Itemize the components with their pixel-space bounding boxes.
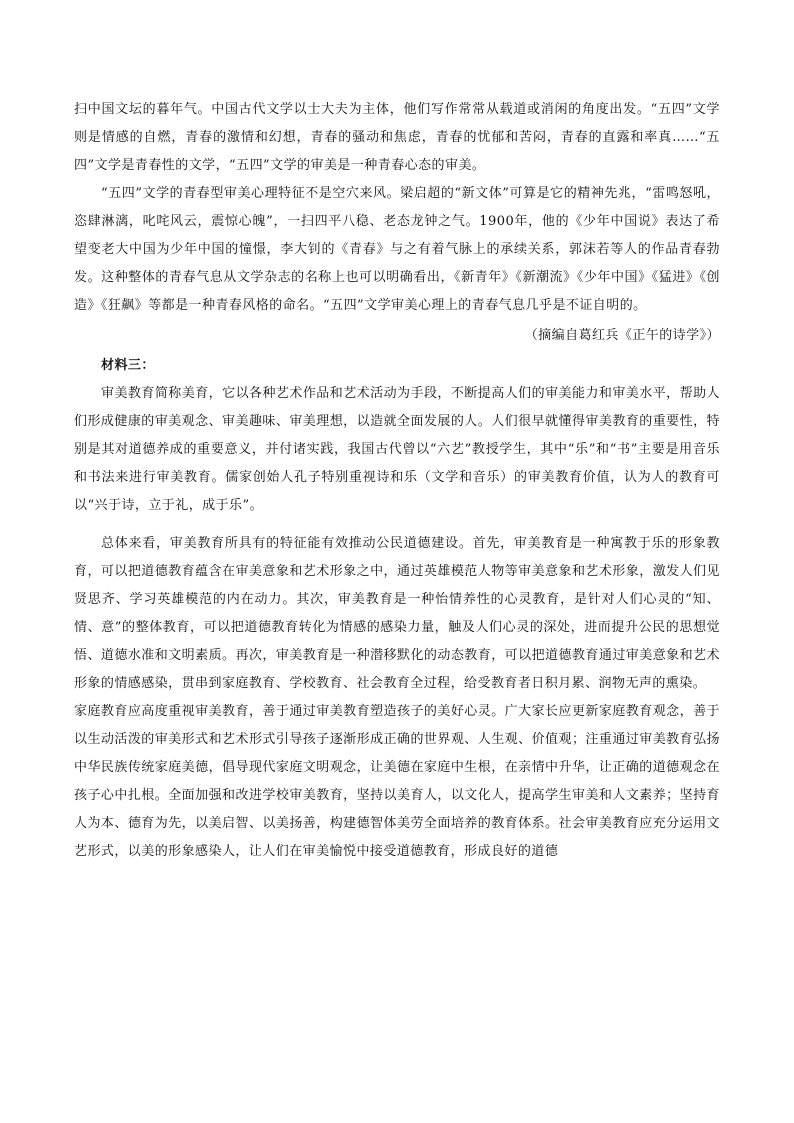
paragraph-family-school-society: 家庭教育应高度重视审美教育，善于通过审美教育塑造孩子的美好心灵。广大家长应更新家庭教育观念，善于以生动活泼的审美形式和艺术形式引导孩子逐渐形成正确的世界观、人生观、价值观；注重通过审美教育弘扬中华民族传统家庭美德，倡导现代家庭文明观念，让美德在家庭中生根，在亲情中升华，让正确的道德观念在孩子心中扎根。全面加强和改进学校审美教育，坚持以美育人，以文化人，提高学生审美和人文素养；坚持育人为本、德育为先，以美启智、以美扬善，构建德智体美劳全面培养的教育体系。社会审美教育应充分运用文艺形式，以美的形象感染人，让人们在审美愉悦中接受道德教育，形成良好的道德 <box>74 704 720 859</box>
source-citation: （摘编自葛红兵《正午的诗学》） <box>524 328 720 343</box>
paragraph-aesthetic-education-features: 总体来看，审美教育所具有的特征能有效推动公民道德建设。首先，审美教育是一种寓教于乐的形象教育，可以把道德教育蕴含在审美意象和艺术形象之中，通过英雄模范人物等审美意象和艺术形象，激发人们见贤思齐、学习英雄模范的内在动力。其次，审美教育是一种怡情养性的心灵教育，是针对人们心灵的“知、情、意”的整体教育，可以把道德教育转化为情感的感染力量，触及人们心灵的深处，进而提升公民的思想觉悟、道德水准和文明素质。再次，审美教育是一种潜移默化的动态教育，可以把道德教育通过审美意象和艺术形象的情感感染，贯串到家庭教育、学校教育、社会教育全过程，给受教育者日积月累、润物无声的熏染。 <box>74 536 720 691</box>
section-heading-material-3: 材料三： <box>101 358 155 373</box>
document-page <box>74 96 720 866</box>
paragraph-aesthetic-education-definition: 审美教育简称美育，它以各种艺术作品和艺术活动为手段，不断提高人们的审美能力和审美水平，帮助人们形成健康的审美观念、审美趣味、审美理想，以造就全面发展的人。人们很早就懂得审美教育的重要性，特别是其对道德养成的重要意义，并付诸实践，我国古代曾以“六艺”教授学生，其中“乐”和“书”主要是用音乐和书法来进行审美教育。儒家创始人孔子特别重视诗和乐（文学和音乐）的审美教育价值，认为人的教育可以“兴于诗，立于礼，成于乐”。 <box>74 386 720 513</box>
paragraph-youth-aesthetics: “五四”文学的青春型审美心理特征不是空穴来风。梁启超的“新文体”可算是它的精神先兆，“雷鸣怒吼，恣肆淋漓，叱咤风云，震惊心魄”，一扫四平八稳、老态龙钟之气。1900年，他的《少年中国说》表达了希望变老大中国为少年中国的憧憬，李大钊的《青春》与之有着气脉上的承续关系，郭沫若等人的作品青春勃发。这种整体的青春气息从文学杂志的名称上也可以明确看出，《新青年》《新潮流》《少年中国》《猛进》《创造》《狂飙》等都是一种青春风格的命名。“五四”文学审美心理上的青春气息几乎是不证自明的。 <box>74 186 720 313</box>
paragraph-continued: 扫中国文坛的暮年气。中国古代文学以士大夫为主体，他们写作常常从载道或消闲的角度出发。“五四”文学则是情感的自燃，青春的激情和幻想，青春的骚动和焦虑，青春的忧郁和苦闷，青春的直露和率真……“五四”文学是青春性的文学，“五四”文学的审美是一种青春心态的审美。 <box>74 102 720 173</box>
